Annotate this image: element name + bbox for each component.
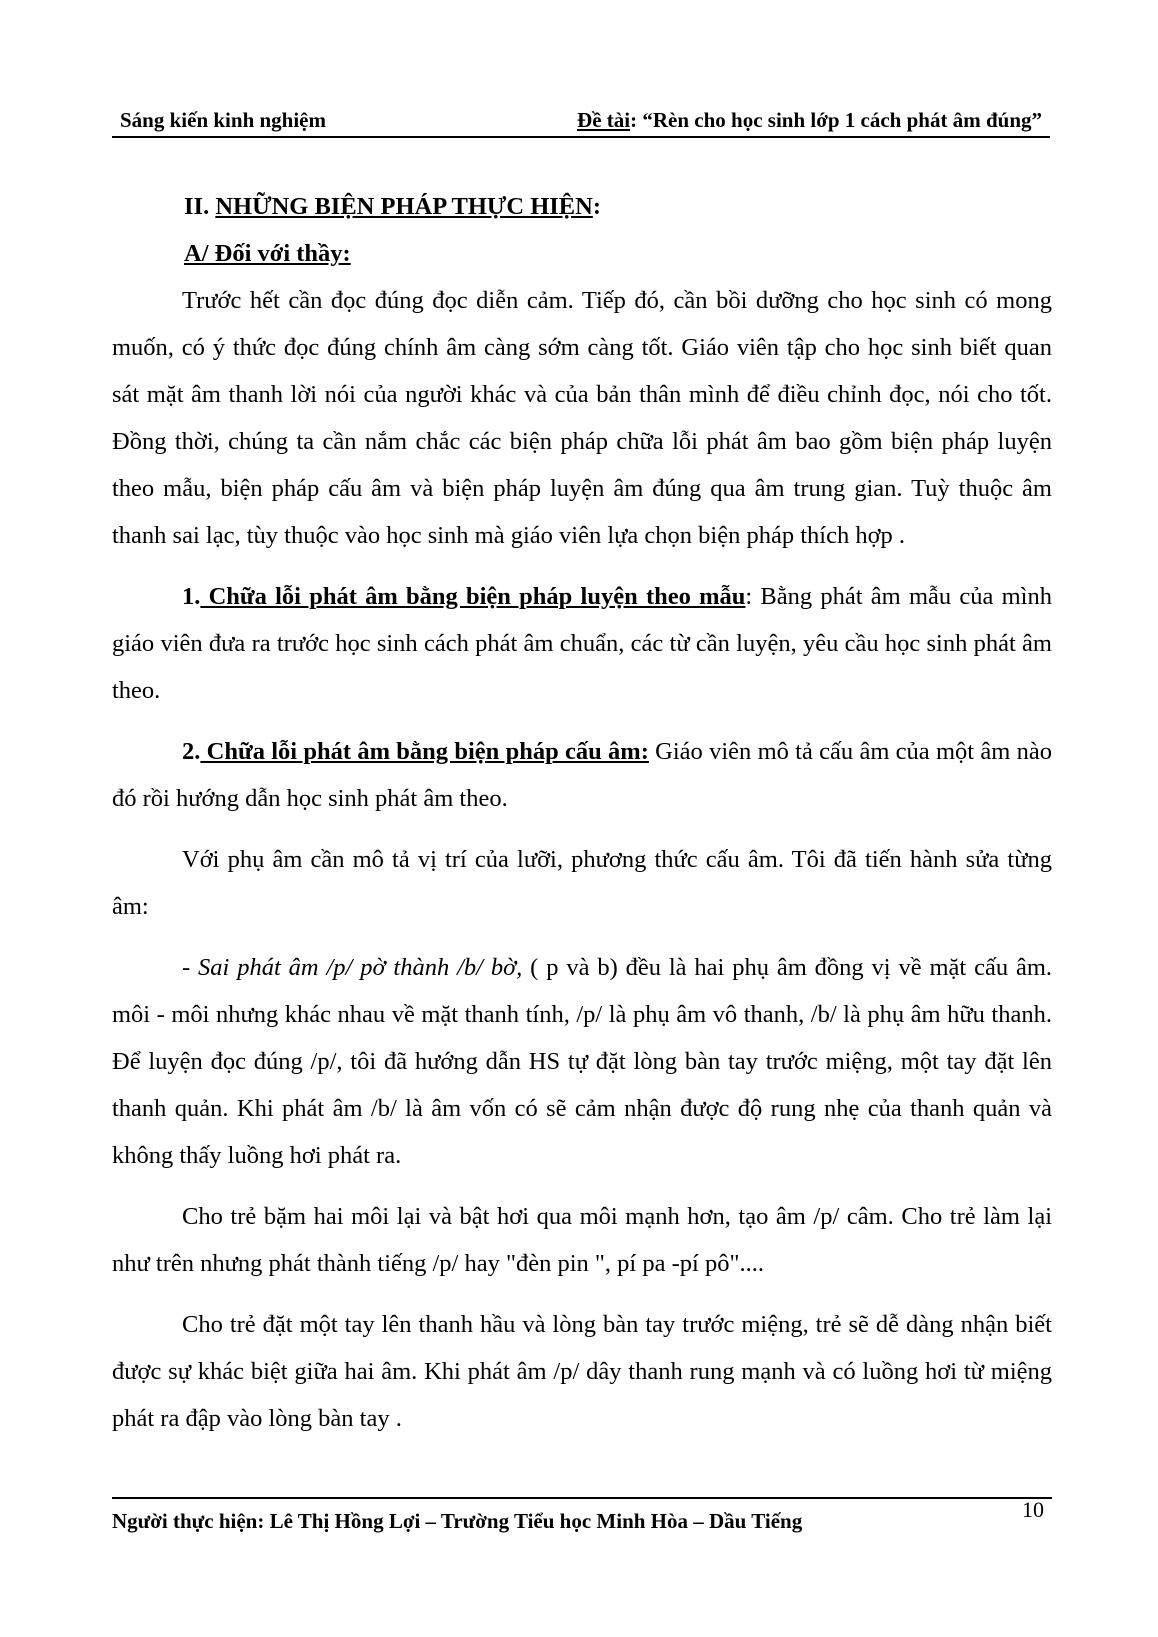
- page-content: [112, 183, 1052, 1442]
- error-example: Sai phát âm /p/ pờ thành /b/ bờ,: [198, 954, 523, 981]
- page-header: [112, 106, 1050, 138]
- section-title: [112, 183, 1052, 230]
- page-number: 10: [1022, 1497, 1044, 1522]
- paragraph-p-b-error: [112, 944, 1052, 1179]
- list-dash: -: [182, 954, 199, 981]
- method-1-title: Chữa lỗi phát âm bằng biện pháp luyện theo mẫu: [200, 583, 746, 610]
- method-1-number: 1.: [182, 583, 201, 610]
- paragraph-practice-1: Cho trẻ bặm hai môi lại và bật hơi qua môi mạnh hơn, tạo âm /p/ câm. Cho trẻ làm lại như trên nhưng phát thành tiếng /p/ hay "đèn pin ", pí pa -pí pô"....: [112, 1203, 1052, 1277]
- paragraph-method-2: [112, 728, 1052, 822]
- header-right-text: [577, 108, 1042, 133]
- section-title-text: NHỮNG BIỆN PHÁP THỰC HIỆN: [215, 193, 593, 220]
- paragraph-practice-2: Cho trẻ đặt một tay lên thanh hầu và lòng bàn tay trước miệng, trẻ sẽ dễ dàng nhận biết được sự khác biệt giữa hai âm. Khi phát âm /p/ dây thanh rung mạnh và có luồng hơi từ miệng phát ra đập vào lòng bàn tay .: [112, 1311, 1052, 1432]
- header-topic-title: : “Rèn cho học sinh lớp 1 cách phát âm đúng”: [630, 108, 1042, 132]
- subheading: A/ Đối với thầy:: [184, 240, 351, 267]
- section-title-suffix: :: [592, 193, 602, 220]
- paragraph-consonants: Với phụ âm cần mô tả vị trí của lưỡi, phương thức cấu âm. Tôi đã tiến hành sửa từng âm:: [112, 846, 1052, 920]
- method-2-body: Giáo viên mô tả cấu âm của một âm nào đó rồi hướng dẫn học sinh phát âm theo.: [112, 738, 1052, 812]
- footer-author: Người thực hiện: Lê Thị Hồng Lợi – Trường Tiểu học Minh Hòa – Dầu Tiếng: [112, 1509, 803, 1533]
- section-title-prefix: II.: [184, 193, 216, 220]
- paragraph-intro: Trước hết cần đọc đúng đọc diễn cảm. Tiếp đó, cần bồi dưỡng cho học sinh có mong muốn, có ý thức đọc đúng chính âm càng sớm càng tốt. Giáo viên tập cho học sinh biết quan sát mặt âm thanh lời nói của người khác và của bản thân mình để điều chỉnh đọc, nói cho tốt. Đồng thời, chúng ta cần nắm chắc các biện pháp chữa lỗi phát âm bao gồm biện pháp luyện theo mẫu, biện pháp cấu âm và biện pháp luyện âm đúng qua âm trung gian. Tuỳ thuộc âm thanh sai lạc, tùy thuộc vào học sinh mà giáo viên lựa chọn biện pháp thích hợp .: [112, 287, 1052, 549]
- paragraph-method-1: [112, 573, 1052, 714]
- header-left-text: Sáng kiến kinh nghiệm: [120, 108, 327, 132]
- header-topic-label: Đề tài: [577, 108, 631, 132]
- method-2-number: 2.: [182, 738, 201, 765]
- page-footer: [112, 1497, 1052, 1539]
- error-explanation: ( p và b) đều là hai phụ âm đồng vị về mặt cấu âm. môi - môi nhưng khác nhau về mặt thanh tính, /p/ là phụ âm vô thanh, /b/ là phụ âm hữu thanh. Để luyện đọc đúng /p/, tôi đã hướng dẫn HS tự đặt lòng bàn tay trước miệng, một tay đặt lên thanh quản. Khi phát âm /b/ là âm vốn có sẽ cảm nhận được độ rung nhẹ của thanh quản và không thấy luồng hơi phát ra.: [112, 954, 1052, 1169]
- method-2-title: Chữa lỗi phát âm bằng biện pháp cấu âm:: [200, 738, 649, 765]
- method-1-body: : Bằng phát âm mẫu của mình giáo viên đưa ra trước học sinh cách phát âm chuẩn, các từ cần luyện, yêu cầu học sinh phát âm theo.: [112, 583, 1052, 704]
